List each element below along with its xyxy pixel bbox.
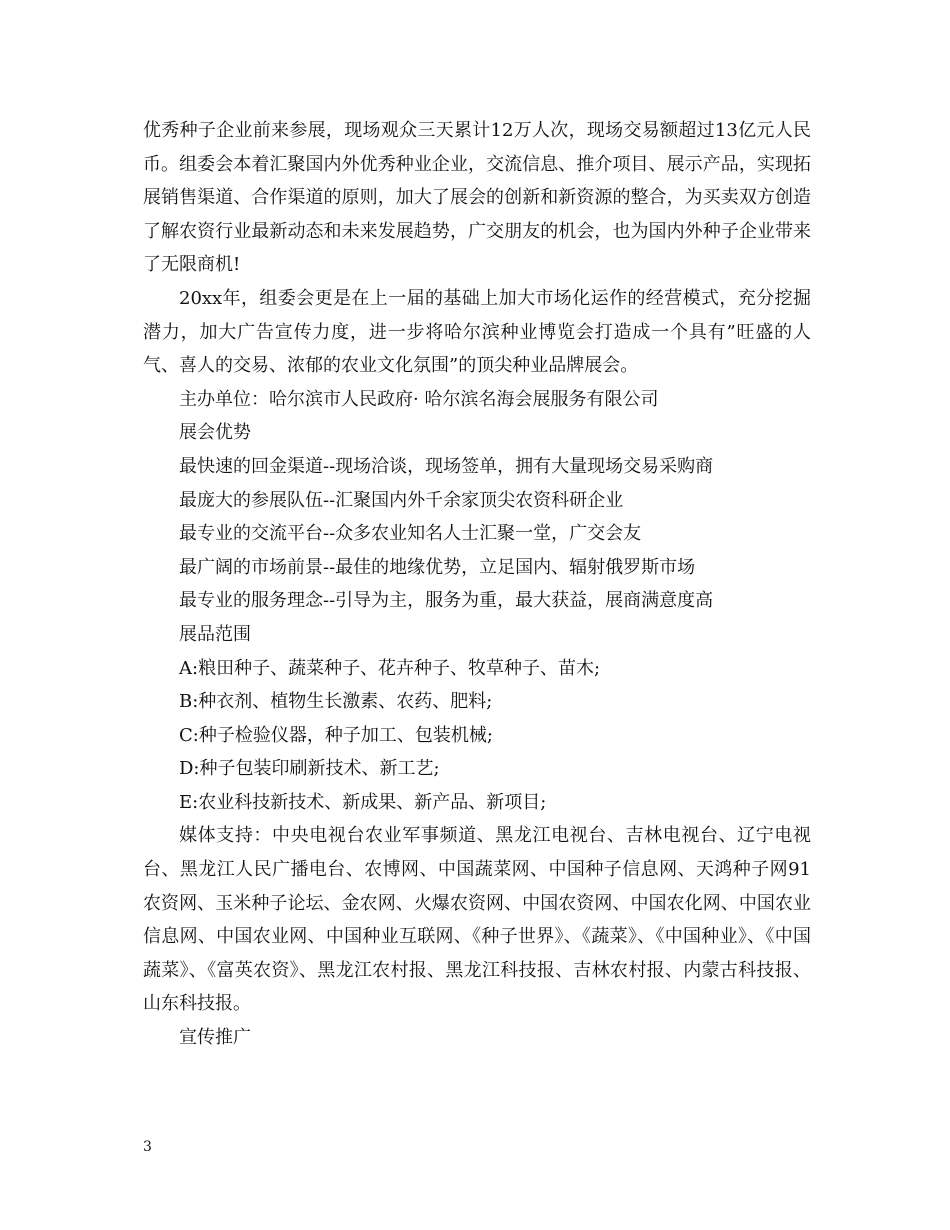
document-body	[143, 114, 811, 1055]
paragraph-media-support: 媒体支持：中央电视台农业军事频道、黑龙江电视台、吉林电视台、辽宁电视台、黑龙江人民广播电台、农博网、中国蔬菜网、中国种子信息网、天鸿种子网91农资网、玉米种子论坛、金农网、火爆农资网、中国农资网、中国农化网、中国农业信息网、中国农业网、中国种业互联网、《种子世界》、《蔬菜》、《中国种业》、《中国蔬菜》、《富英农资》、黑龙江农村报、黑龙江科技报、吉林农村报、内蒙古科技报、山东科技报。	[143, 825, 811, 1015]
advantage-item: 最庞大的参展队伍--汇聚国内外千余家顶尖农资科研企业	[179, 489, 624, 511]
scope-item: A:粮田种子、蔬菜种子、花卉种子、牧草种子、苗木;	[179, 657, 601, 679]
advantage-item: 最广阔的市场前景--最佳的地缘优势，立足国内、辐射俄罗斯市场	[179, 556, 696, 578]
advantages-heading: 展会优势	[179, 422, 251, 444]
scope-heading: 展品范围	[179, 623, 251, 645]
advantage-item: 最专业的交流平台--众多农业知名人士汇聚一堂，广交会友	[179, 523, 642, 545]
advantage-item: 最快速的回金渠道--现场洽谈，现场签单，拥有大量现场交易采购商	[179, 455, 714, 477]
scope-item: D:种子包装印刷新技术、新工艺;	[179, 758, 440, 780]
page-number: 3	[143, 1139, 152, 1155]
advantage-item: 最专业的服务理念--引导为主，服务为重，最大获益，展商满意度高	[179, 590, 714, 612]
scope-item: B:种衣剂、植物生长激素、农药、肥料;	[179, 691, 493, 713]
paragraph-20xx-plan: 20xx年，组委会更是在上一届的基础上加大市场化运作的经营模式，充分挖掘潜力，加大广告宣传力度，进一步将哈尔滨种业博览会打造成一个具有”旺盛的人气、喜人的交易、浓郁的农业文化氛围”的顶尖种业品牌展会。	[143, 287, 811, 377]
promotion-heading: 宣传推广	[179, 1027, 251, 1049]
organizer-line: 主办单位：哈尔滨市人民政府· 哈尔滨名海会展服务有限公司	[179, 388, 659, 410]
paragraph-exhibition-results: 优秀种子企业前来参展，现场观众三天累计12万人次，现场交易额超过13亿元人民币。组委会本着汇聚国内外优秀种业企业，交流信息、推介项目、展示产品，实现拓展销售渠道、合作渠道的原则，加大了展会的创新和新资源的整合，为买卖双方创造了解农资行业最新动态和未来发展趋势，广交朋友的机会，也为国内外种子企业带来了无限商机!	[143, 120, 811, 276]
scope-item: E:农业科技新技术、新成果、新产品、新项目;	[179, 791, 547, 813]
scope-item: C:种子检验仪器，种子加工、包装机械;	[179, 724, 493, 746]
